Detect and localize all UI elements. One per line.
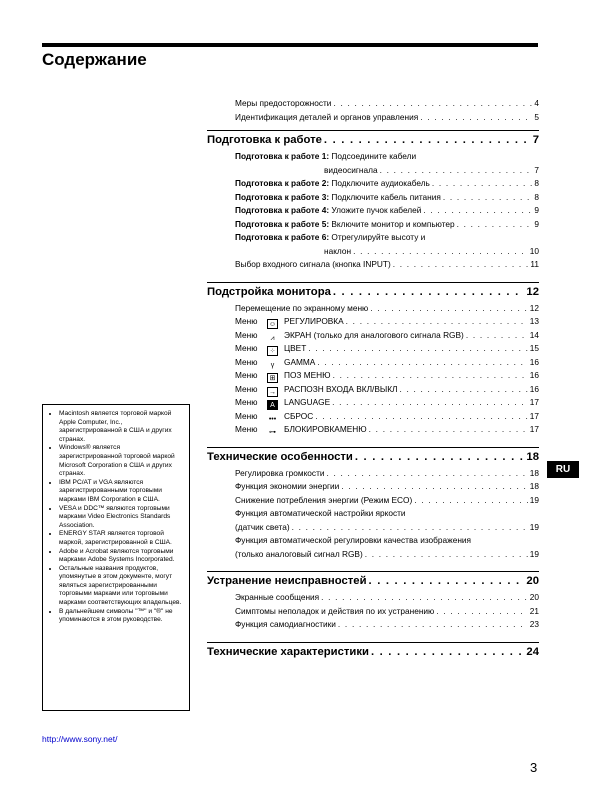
- trademark-note: • В дальнейшем символы "™" и "®" не упоминаются в этом руководстве.: [59, 608, 183, 625]
- trademark-note: • Macintosh является торговой маркой Apple Computer, Inc., зарегистрированной в США и других странах.: [59, 410, 183, 444]
- menu-word: Меню: [235, 410, 258, 421]
- toc-entry[interactable]: [235, 342, 539, 356]
- section-page: 20: [526, 575, 539, 587]
- menu-word: Меню: [235, 383, 258, 394]
- section-entries: [207, 467, 539, 562]
- toc-entry-label: Меню ⩘ ЭКРАН (только для аналогового сигнала RGB): [235, 329, 464, 342]
- leader-dots: [432, 177, 532, 191]
- toc-page-number: 16: [529, 383, 539, 394]
- toc-entry[interactable]: [235, 204, 539, 218]
- leader-dots: [436, 605, 527, 619]
- section-heading[interactable]: [207, 283, 539, 302]
- toc-entry[interactable]: [235, 177, 539, 191]
- screen-geometry-icon: ⩘: [270, 334, 275, 342]
- leader-dots: [370, 302, 528, 316]
- toc-page-number: 16: [529, 370, 539, 380]
- toc-entry-label: Выбор входного сигнала (кнопка INPUT): [235, 259, 391, 269]
- toc-page-number: 16: [529, 356, 539, 367]
- toc-page-number: 19: [529, 494, 539, 505]
- trademark-notes-box: [42, 404, 190, 711]
- toc-entry[interactable]: [235, 605, 539, 619]
- toc-entry-label: (только аналоговый сигнал RGB): [235, 548, 363, 559]
- toc-entry[interactable]: [235, 329, 539, 343]
- leader-dots: [333, 369, 528, 383]
- leader-dots: [333, 286, 525, 298]
- leader-dots: [327, 467, 528, 481]
- toc-entry-label: Меню ⊞ ПОЗ МЕНЮ: [235, 370, 331, 382]
- toc-entry-label: Снижение потребления энергии (Режим ECO): [235, 494, 413, 505]
- toc-page-number: 4: [534, 98, 539, 108]
- leader-dots: [414, 494, 528, 508]
- leader-dots: [393, 258, 529, 272]
- toc-entry[interactable]: [235, 245, 539, 259]
- toc-section: [207, 642, 539, 662]
- table-of-contents: [207, 97, 539, 672]
- section-heading[interactable]: [207, 572, 539, 591]
- toc-page-number: 5: [534, 111, 539, 122]
- leader-dots: [423, 204, 532, 218]
- toc-section: [207, 571, 539, 632]
- toc-entry-step: Подготовка к работе 4:: [235, 205, 330, 215]
- leader-dots: [292, 521, 528, 535]
- menu-word: Меню: [235, 397, 258, 407]
- trademark-notes-list: [49, 410, 183, 625]
- trademark-note: • Windows® является зарегистрированной торговой маркой Microsoft Corporation в США и других странах.: [59, 444, 183, 478]
- toc-entry-label: Меню → РАСПОЗН ВХОДА ВКЛ/ВЫКЛ: [235, 383, 398, 396]
- toc-entry[interactable]: [235, 423, 539, 437]
- toc-entry-step: Подготовка к работе 6:: [235, 232, 330, 242]
- leader-dots: [369, 575, 525, 587]
- toc-entry-label: Симптомы неполадок и действия по их устранению: [235, 605, 435, 616]
- leader-dots: [321, 591, 528, 605]
- menu-word: Меню: [235, 329, 258, 340]
- toc-page-number: 11: [530, 259, 539, 269]
- leader-dots: [353, 245, 528, 259]
- toc-entry-label: Меню ⁘ ЦВЕТ: [235, 343, 307, 355]
- toc-entry-label: Функция самодиагностики: [235, 619, 336, 629]
- leader-dots: [369, 423, 528, 437]
- toc-page-number: 15: [529, 343, 539, 353]
- section-page: 12: [526, 285, 539, 298]
- toc-page-number: 23: [529, 619, 539, 629]
- reset-icon: •••: [268, 415, 277, 423]
- intro-entries: [207, 97, 539, 124]
- toc-entry-label: Меры предосторожности: [235, 98, 332, 108]
- toc-entry[interactable]: [235, 369, 539, 383]
- language-icon: A: [267, 400, 278, 410]
- menu-word: Меню: [235, 316, 258, 326]
- toc-entry[interactable]: [235, 231, 539, 245]
- toc-section: [207, 130, 539, 272]
- toc-entry[interactable]: [235, 534, 539, 548]
- toc-entry-label: Экранные сообщения: [235, 592, 320, 602]
- toc-entry-label: Меню γ GAMMA: [235, 356, 316, 369]
- toc-entry-label: (датчик света): [235, 521, 290, 532]
- trademark-note: • IBM PC/AT и VGA являются зарегистрированными торговыми марками IBM Corporation в США.: [59, 479, 183, 505]
- toc-entry-label: Подготовка к работе 6: Отрегулируйте высоту и: [235, 232, 426, 242]
- person-icon: ☺: [268, 321, 277, 328]
- sony-url-link[interactable]: http://www.sony.net/: [42, 734, 118, 744]
- leader-dots: [333, 97, 532, 111]
- toc-entry[interactable]: [235, 302, 539, 316]
- section-title: Технические особенности: [207, 450, 353, 463]
- toc-page-number: 17: [529, 397, 539, 407]
- toc-page-number: 12: [529, 302, 539, 313]
- toc-page-number: 21: [529, 605, 539, 616]
- section-entries: [207, 302, 539, 437]
- toc-page-number: 8: [534, 191, 539, 202]
- leader-dots: [399, 383, 527, 397]
- key-icon: ⊶: [269, 429, 276, 436]
- toc-entry[interactable]: [235, 521, 539, 535]
- toc-entry-step: Подготовка к работе 1:: [235, 151, 330, 161]
- section-heading[interactable]: [207, 643, 539, 662]
- toc-entry-label: Меню ⊶ БЛОКИРОВКАМЕНЮ: [235, 424, 367, 436]
- toc-entry-label: Перемещение по экранному меню: [235, 302, 369, 313]
- section-heading[interactable]: [207, 131, 539, 150]
- page-number: 3: [530, 760, 538, 775]
- section-page: 18: [526, 450, 539, 463]
- toc-page-number: 18: [529, 481, 539, 491]
- toc-page-number: 9: [534, 205, 539, 215]
- toc-entry-label: Подготовка к работе 4: Уложите пучок кабелей: [235, 205, 422, 215]
- leader-dots: [315, 410, 528, 424]
- toc-section: [207, 282, 539, 437]
- section-heading[interactable]: [207, 448, 539, 467]
- toc-entry-label: Функция экономии энергии: [235, 481, 340, 491]
- leader-dots: [332, 396, 528, 410]
- toc-entry[interactable]: [235, 494, 539, 508]
- toc-page-number: 20: [529, 592, 539, 602]
- menu-word: Меню: [235, 370, 258, 380]
- top-rule: [42, 43, 538, 47]
- section-entries: [207, 150, 539, 272]
- leader-dots: [365, 548, 528, 562]
- toc-entry[interactable]: [235, 150, 539, 164]
- toc-entry[interactable]: [235, 410, 539, 424]
- toc-entry[interactable]: [235, 111, 539, 125]
- toc-page-number: 13: [529, 316, 539, 326]
- toc-page-number: 18: [529, 467, 539, 478]
- section-title: Устранение неисправностей: [207, 575, 367, 587]
- toc-entry-label: Меню ••• СБРОС: [235, 410, 314, 423]
- toc-entry-step: Подготовка к работе 5:: [235, 218, 330, 229]
- leader-dots: [338, 618, 528, 632]
- toc-entry[interactable]: [235, 356, 539, 370]
- toc-entry-label: Меню ☺ РЕГУЛИРОВКА: [235, 316, 344, 328]
- toc-page-number: 19: [529, 521, 539, 532]
- section-title: Подстройка монитора: [207, 285, 331, 298]
- toc-entry[interactable]: [235, 618, 539, 632]
- section-title: Подготовка к работе: [207, 134, 322, 146]
- language-tab: RU: [547, 461, 579, 478]
- toc-page-number: 10: [529, 245, 539, 256]
- toc-section: [207, 447, 539, 562]
- toc-page-number: 19: [529, 548, 539, 559]
- leader-dots: [457, 218, 533, 232]
- leader-dots: [341, 480, 528, 494]
- toc-entry-label: Подготовка к работе 2: Подключите аудиокабель: [235, 178, 430, 188]
- leader-dots: [371, 646, 524, 658]
- toc-entry-label: Подготовка к работе 5: Включите монитор и компьютер: [235, 218, 455, 229]
- toc-entry[interactable]: [235, 396, 539, 410]
- toc-entry-label: Подготовка к работе 1: Подсоедините кабели: [235, 151, 417, 161]
- trademark-note: • ENERGY STAR является торговой маркой, зарегистрированной в США.: [59, 530, 183, 547]
- section-page: 24: [526, 645, 539, 658]
- menu-word: Меню: [235, 424, 258, 434]
- toc-page-number: 9: [534, 218, 539, 229]
- leader-dots: [324, 134, 531, 146]
- menu-position-icon: ⊞: [267, 373, 278, 383]
- section-entries: [207, 591, 539, 632]
- gamma-icon: γ: [270, 361, 275, 369]
- toc-entry-label: Идентификация деталей и органов управления: [235, 111, 419, 122]
- toc-entry-label: наклон: [324, 245, 352, 256]
- toc-entry[interactable]: [235, 480, 539, 494]
- menu-word: Меню: [235, 343, 258, 353]
- leader-dots: [346, 315, 528, 329]
- toc-page-number: 14: [529, 329, 539, 340]
- leader-dots: [355, 451, 525, 463]
- toc-entry[interactable]: [235, 97, 539, 111]
- toc-entry-step: Подготовка к работе 3:: [235, 191, 330, 202]
- toc-entry[interactable]: [235, 218, 539, 232]
- toc-entry-label: Подготовка к работе 3: Подключите кабель питания: [235, 191, 441, 202]
- leader-dots: [308, 342, 527, 356]
- toc-page-number: 17: [529, 424, 539, 434]
- toc-entry-step: Подготовка к работе 2:: [235, 178, 330, 188]
- toc-page-number: 8: [534, 178, 539, 188]
- leader-dots: [380, 164, 533, 178]
- toc-entry[interactable]: [235, 591, 539, 605]
- toc-entry[interactable]: [235, 383, 539, 397]
- toc-entry[interactable]: [235, 315, 539, 329]
- toc-entry-label: Регулировка громкости: [235, 467, 325, 478]
- toc-entry[interactable]: [235, 191, 539, 205]
- toc-entry[interactable]: [235, 258, 539, 272]
- toc-page-number: 17: [529, 410, 539, 421]
- leader-dots: [466, 329, 528, 343]
- trademark-note: • Adobe и Acrobat являются торговыми марками Adobe Systems Incorporated.: [59, 548, 183, 565]
- toc-entry-label: Функция автоматической настройки яркости: [235, 508, 406, 518]
- color-dots-icon: ⁘: [267, 346, 278, 356]
- trademark-note: • Остальные названия продуктов, упомянутые в этом документе, могут являться зарегистрированными торговыми марками или торговыми марками соответствующих владельцев.: [59, 565, 183, 608]
- toc-entry[interactable]: [235, 467, 539, 481]
- trademark-note: • VESA и DDC™ являются торговыми марками Video Electronics Standards Association.: [59, 505, 183, 531]
- toc-entry[interactable]: [235, 548, 539, 562]
- section-title: Технические характеристики: [207, 645, 369, 658]
- page-title: Содержание: [42, 50, 147, 69]
- toc-entry-label: Функция автоматической регулировки качества изображения: [235, 535, 472, 545]
- menu-word: Меню: [235, 356, 258, 367]
- section-page: 7: [532, 134, 539, 146]
- leader-dots: [443, 191, 533, 205]
- toc-entry-label: видеосигнала: [324, 164, 378, 175]
- toc-entry-label: Меню A LANGUAGE: [235, 397, 331, 409]
- input-arrow-icon: →: [269, 388, 276, 396]
- toc-entry[interactable]: [235, 507, 539, 521]
- toc-entry[interactable]: [235, 164, 539, 178]
- toc-page-number: 7: [534, 164, 539, 175]
- leader-dots: [420, 111, 532, 125]
- leader-dots: [317, 356, 527, 370]
